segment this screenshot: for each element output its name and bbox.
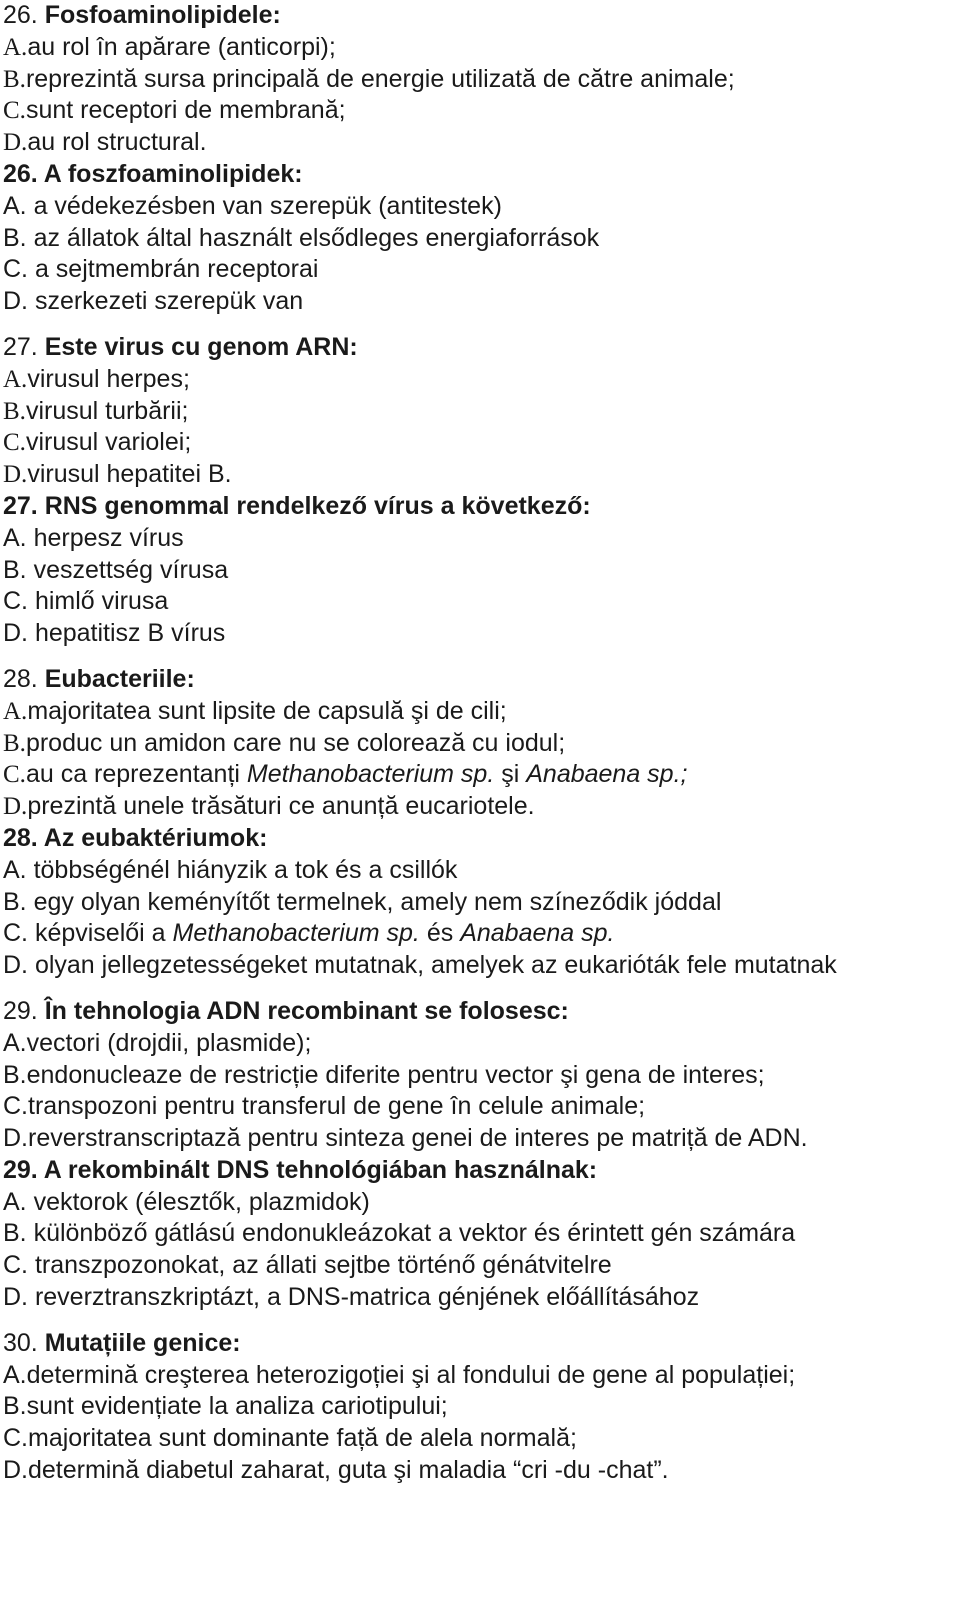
question-29-ro-option-d bbox=[3, 1123, 960, 1155]
option-letter: A. bbox=[3, 33, 28, 61]
species-name: Methanobacterium sp. bbox=[246, 760, 495, 789]
option-letter: C. bbox=[3, 97, 26, 125]
question-number: 30. bbox=[3, 1328, 38, 1357]
question-27-ro-option-a bbox=[3, 364, 960, 396]
question-26-hu-option-d: D. szerkezeti szerepük van bbox=[3, 287, 304, 316]
question-27-ro-option-d bbox=[3, 459, 960, 491]
question-27-hu-option-a: A. herpesz vírus bbox=[3, 523, 184, 552]
question-27-ro-option-c bbox=[3, 427, 960, 459]
option-text: reverstranscriptază pentru sinteza genei de interes pe matriță de ADN. bbox=[28, 1124, 808, 1153]
question-29-hu-option-c: C. transzpozonokat, az állati sejtbe történő génátvitelre bbox=[3, 1251, 612, 1280]
option-text: majoritatea sunt dominante față de alela normală; bbox=[28, 1424, 577, 1453]
question-28-hu-heading: 28. Az eubaktériumok: bbox=[3, 823, 268, 852]
option-text: determină diabetul zaharat, guta şi maladia “cri -du -chat”. bbox=[28, 1456, 669, 1485]
question-26-ro-option-a bbox=[3, 32, 960, 64]
question-27-ro-heading bbox=[3, 332, 960, 364]
option-text: vectori (drojdii, plasmide); bbox=[26, 1028, 312, 1057]
question-number: 28. bbox=[3, 664, 38, 693]
option-letter: A. bbox=[3, 1360, 27, 1389]
question-30-ro-heading bbox=[3, 1328, 960, 1360]
question-29-hu-option-d: D. reverztranszkriptázt, a DNS-matrica génjének előállításához bbox=[3, 1283, 700, 1312]
option-text: sunt evidențiate la analiza cariotipului; bbox=[26, 1392, 448, 1421]
question-30-ro-option-b bbox=[3, 1391, 960, 1423]
option-text: C. képviselői a bbox=[3, 919, 173, 948]
option-text: majoritatea sunt lipsite de capsulă şi de cili; bbox=[27, 696, 507, 725]
option-letter: D. bbox=[3, 129, 28, 157]
question-29-hu-option-a: A. vektorok (élesztők, plazmidok) bbox=[3, 1187, 370, 1216]
question-26-ro-heading bbox=[3, 0, 960, 32]
option-text: şi bbox=[494, 760, 527, 789]
option-letter: D. bbox=[3, 1456, 28, 1485]
option-letter: C. bbox=[3, 761, 26, 789]
question-title: Este virus cu genom ARN: bbox=[44, 332, 358, 361]
question-29-hu-option-b: B. különböző gátlású endonukleázokat a vektor és érintett gén számára bbox=[3, 1219, 796, 1248]
option-text: endonucleaze de restricție diferite pentru vector şi gena de interes; bbox=[26, 1060, 765, 1089]
question-30-ro-option-d bbox=[3, 1455, 960, 1487]
question-title: Eubacteriile: bbox=[44, 664, 195, 693]
option-text: au rol structural. bbox=[27, 128, 207, 157]
species-name: Anabaena sp.; bbox=[526, 760, 688, 789]
question-29-ro-heading bbox=[3, 996, 960, 1028]
option-letter: B. bbox=[3, 397, 26, 425]
question-29-ro-option-c bbox=[3, 1091, 960, 1123]
species-name: Anabaena sp. bbox=[460, 919, 615, 948]
question-27-ro-option-b bbox=[3, 396, 960, 428]
option-letter: A. bbox=[3, 365, 28, 393]
question-28-ro-option-c bbox=[3, 759, 960, 791]
option-letter: B. bbox=[3, 1392, 27, 1421]
question-28-ro-option-b bbox=[3, 728, 960, 760]
question-30-ro-option-a bbox=[3, 1360, 960, 1392]
question-28-hu-option-a: A. többségénél hiányzik a tok és a csillók bbox=[3, 855, 458, 884]
option-text: virusul hepatitei B. bbox=[27, 460, 232, 489]
option-text: transpozoni pentru transferul de gene în celule animale; bbox=[28, 1092, 646, 1121]
option-letter: A. bbox=[3, 697, 28, 725]
option-text: au ca reprezentanți bbox=[25, 760, 247, 789]
option-text: prezintă unele trăsături ce anunță eucariotele. bbox=[27, 792, 535, 821]
question-26-ro-option-b bbox=[3, 64, 960, 96]
question-28-hu-option-d: D. olyan jellegzetességeket mutatnak, amelyek az eukarióták fele mutatnak bbox=[3, 951, 837, 980]
option-text: reprezintă sursa principală de energie utilizată de către animale; bbox=[25, 64, 735, 93]
question-29-hu-heading: 29. A rekombinált DNS tehnológiában használnak: bbox=[3, 1155, 598, 1184]
option-letter: B. bbox=[3, 1060, 27, 1089]
question-28-hu-option-b: B. egy olyan keményítőt termelnek, amely nem színeződik jóddal bbox=[3, 887, 722, 916]
question-30-ro-option-c bbox=[3, 1423, 960, 1455]
question-26-ro-option-c bbox=[3, 95, 960, 127]
question-26-hu-option-a: A. a védekezésben van szerepük (antitestek) bbox=[3, 191, 502, 220]
question-29-ro-option-b bbox=[3, 1060, 960, 1092]
option-letter: D. bbox=[3, 461, 28, 489]
option-letter: B. bbox=[3, 729, 26, 757]
question-title: În tehnologia ADN recombinant se folosesc: bbox=[44, 996, 569, 1025]
option-text: determină creşterea heterozigoției şi al fondului de gene al populației; bbox=[26, 1360, 796, 1389]
question-28-ro-option-d bbox=[3, 791, 960, 823]
option-text: au rol în apărare (anticorpi); bbox=[27, 32, 336, 61]
question-27-hu-option-b: B. veszettség vírusa bbox=[3, 555, 229, 584]
question-26-ro-option-d bbox=[3, 127, 960, 159]
question-27-hu-option-c: C. himlő virusa bbox=[3, 587, 169, 616]
option-letter: B. bbox=[3, 65, 26, 93]
species-name: Methanobacterium sp. bbox=[172, 919, 420, 948]
question-number: 29. bbox=[3, 996, 38, 1025]
question-26-hu-option-b: B. az állatok által használt elsődleges energiaforrások bbox=[3, 223, 600, 252]
question-27-hu-heading: 27. RNS genommal rendelkező vírus a következő: bbox=[3, 491, 591, 520]
question-28-ro-option-a bbox=[3, 696, 960, 728]
option-text: produc un amidon care nu se colorează cu iodul; bbox=[25, 728, 566, 757]
option-letter: C. bbox=[3, 1424, 28, 1453]
option-text: és bbox=[419, 919, 461, 948]
question-29-ro-option-a bbox=[3, 1028, 960, 1060]
option-letter: D. bbox=[3, 1124, 28, 1153]
option-text: virusul herpes; bbox=[27, 364, 190, 393]
question-26-hu-heading: 26. A foszfoaminolipidek: bbox=[3, 159, 303, 188]
question-28-hu-option-c bbox=[3, 918, 960, 950]
question-title: Fosfoaminolipidele: bbox=[44, 1, 281, 29]
question-number: 26. bbox=[3, 1, 38, 29]
question-27-hu-option-d: D. hepatitisz B vírus bbox=[3, 619, 226, 648]
question-28-ro-heading bbox=[3, 664, 960, 696]
option-text: virusul turbării; bbox=[25, 396, 189, 425]
option-letter: A. bbox=[3, 1028, 27, 1057]
question-26-hu-option-c: C. a sejtmembrán receptorai bbox=[3, 255, 319, 284]
option-letter: C. bbox=[3, 1092, 28, 1121]
option-letter: D. bbox=[3, 793, 28, 821]
option-text: sunt receptori de membrană; bbox=[25, 96, 346, 125]
question-title: Mutațiile genice: bbox=[44, 1328, 241, 1357]
option-text: virusul variolei; bbox=[25, 428, 192, 457]
option-letter: C. bbox=[3, 429, 26, 457]
question-number: 27. bbox=[3, 332, 38, 361]
